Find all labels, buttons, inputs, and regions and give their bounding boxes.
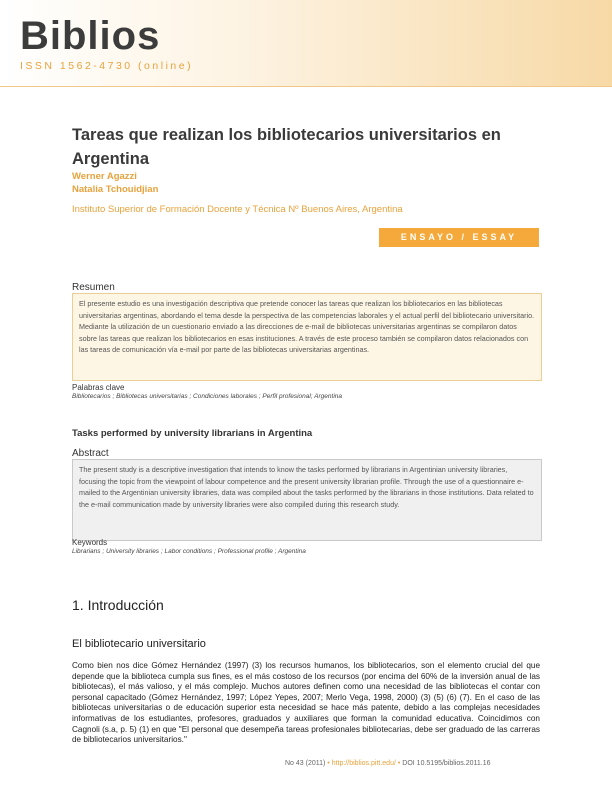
resumen-heading: Resumen [72,282,115,293]
header-divider [0,86,612,87]
author-affiliation: Instituto Superior de Formación Docente y Técnica Nº Buenos Aires, Argentina [72,204,403,215]
abstract-heading: Abstract [72,448,109,459]
footer-url-link[interactable]: http://biblios.pitt.edu/ [331,760,396,767]
author-2: Natalia Tchouidjian [72,184,159,195]
keywords-text: Librarians ; University libraries ; Labor conditions ; Professional profile ; Argentina [72,548,306,555]
issn-label: ISSN 1562-4730 (online) [20,60,194,72]
page-footer [285,760,491,767]
journal-logo: Biblios [20,14,161,58]
palabras-clave-text: Bibliotecarios ; Bibliotecas universitarias ; Condiciones laborales ; Perfil profesional; Argentina [72,393,343,400]
english-title: Tasks performed by university librarians in Argentina [72,428,313,439]
abstract-box: The present study is a descriptive investigation that intends to know the tasks performed by librarians in Argentinian university libraries, focusing the topic from the viewpoint of labour competence and the present university librarian profile. Through the use of a questionnaire e-mailed to the Argentinian university libraries, data was compiled about the tasks performed by the librarians in those institutions. Data related to the e-mail communication made by university libraries were also compiled during this research study. [72,459,542,541]
article-title: Tareas que realizan los bibliotecarios universitarios en Argentina [72,126,501,168]
author-1: Werner Agazzi [72,171,137,182]
footer-issue: No 43 (2011) [285,760,326,767]
palabras-clave-label: Palabras clave [72,383,125,392]
resumen-box: El presente estudio es una investigación descriptiva que pretende conocer las tareas que realizan los bibliotecarios en las bibliotecas universitarias argentinas, abordando el tema desde la perspectiva de las competencias laborales y el actual perfil del bibliotecario universitario. Mediante la utilización de un cuestionario enviado a las direcciones de e-mail de bibliotecas universitarias argentinas se compilaron datos sobre las tareas que realizan los bibliotecarios en esas instituciones. A través de este proceso también se compilaron datos relacionados con las tareas de comunicación vía e-mail por parte de las bibliotecas universitarias argentinas. [72,293,542,381]
footer-doi: DOI 10.5195/biblios.2011.16 [402,760,491,767]
footer-separator: • [327,760,330,767]
section-heading-introduccion: 1. Introducción [72,597,164,613]
subsection-heading: El bibliotecario universitario [72,638,206,650]
keywords-label: Keywords [72,538,108,547]
body-paragraph: Como bien nos dice Gómez Hernández (1997) (3) los recursos humanos, los bibliotecarios, son el elemento crucial del que depende que la biblioteca cumpla sus fines, es el más costoso de los recursos (por encima del 60% de la inversión anual de las bibliotecas), el más valioso, y el más complejo. Muchos autores definen como una necesidad de las bibliotecas el contar con personal capacitado (Gómez Hernández, 1997; López Yepes, 2007; Merlo Vega, 1998, 2000) (3) (5) (6) (7). En el caso de las bibliotecas universitarias o de educación superior esta necesidad se hace más patente, debido a las complejas necesidades informativas de los estudiantes, profesores, graduados y auxiliares que forman la comunidad educativa. Coincidimos con Cagnoli (s.a, p. 5) (1) en que "El personal que desempeña tareas profesionales bibliotecarias, debe ser graduado de las carreras de bibliotecarios universitarios." [72,661,540,745]
journal-header [0,0,612,86]
footer-separator: • [397,760,401,767]
section-tag-badge: ENSAYO / ESSAY [379,228,539,247]
